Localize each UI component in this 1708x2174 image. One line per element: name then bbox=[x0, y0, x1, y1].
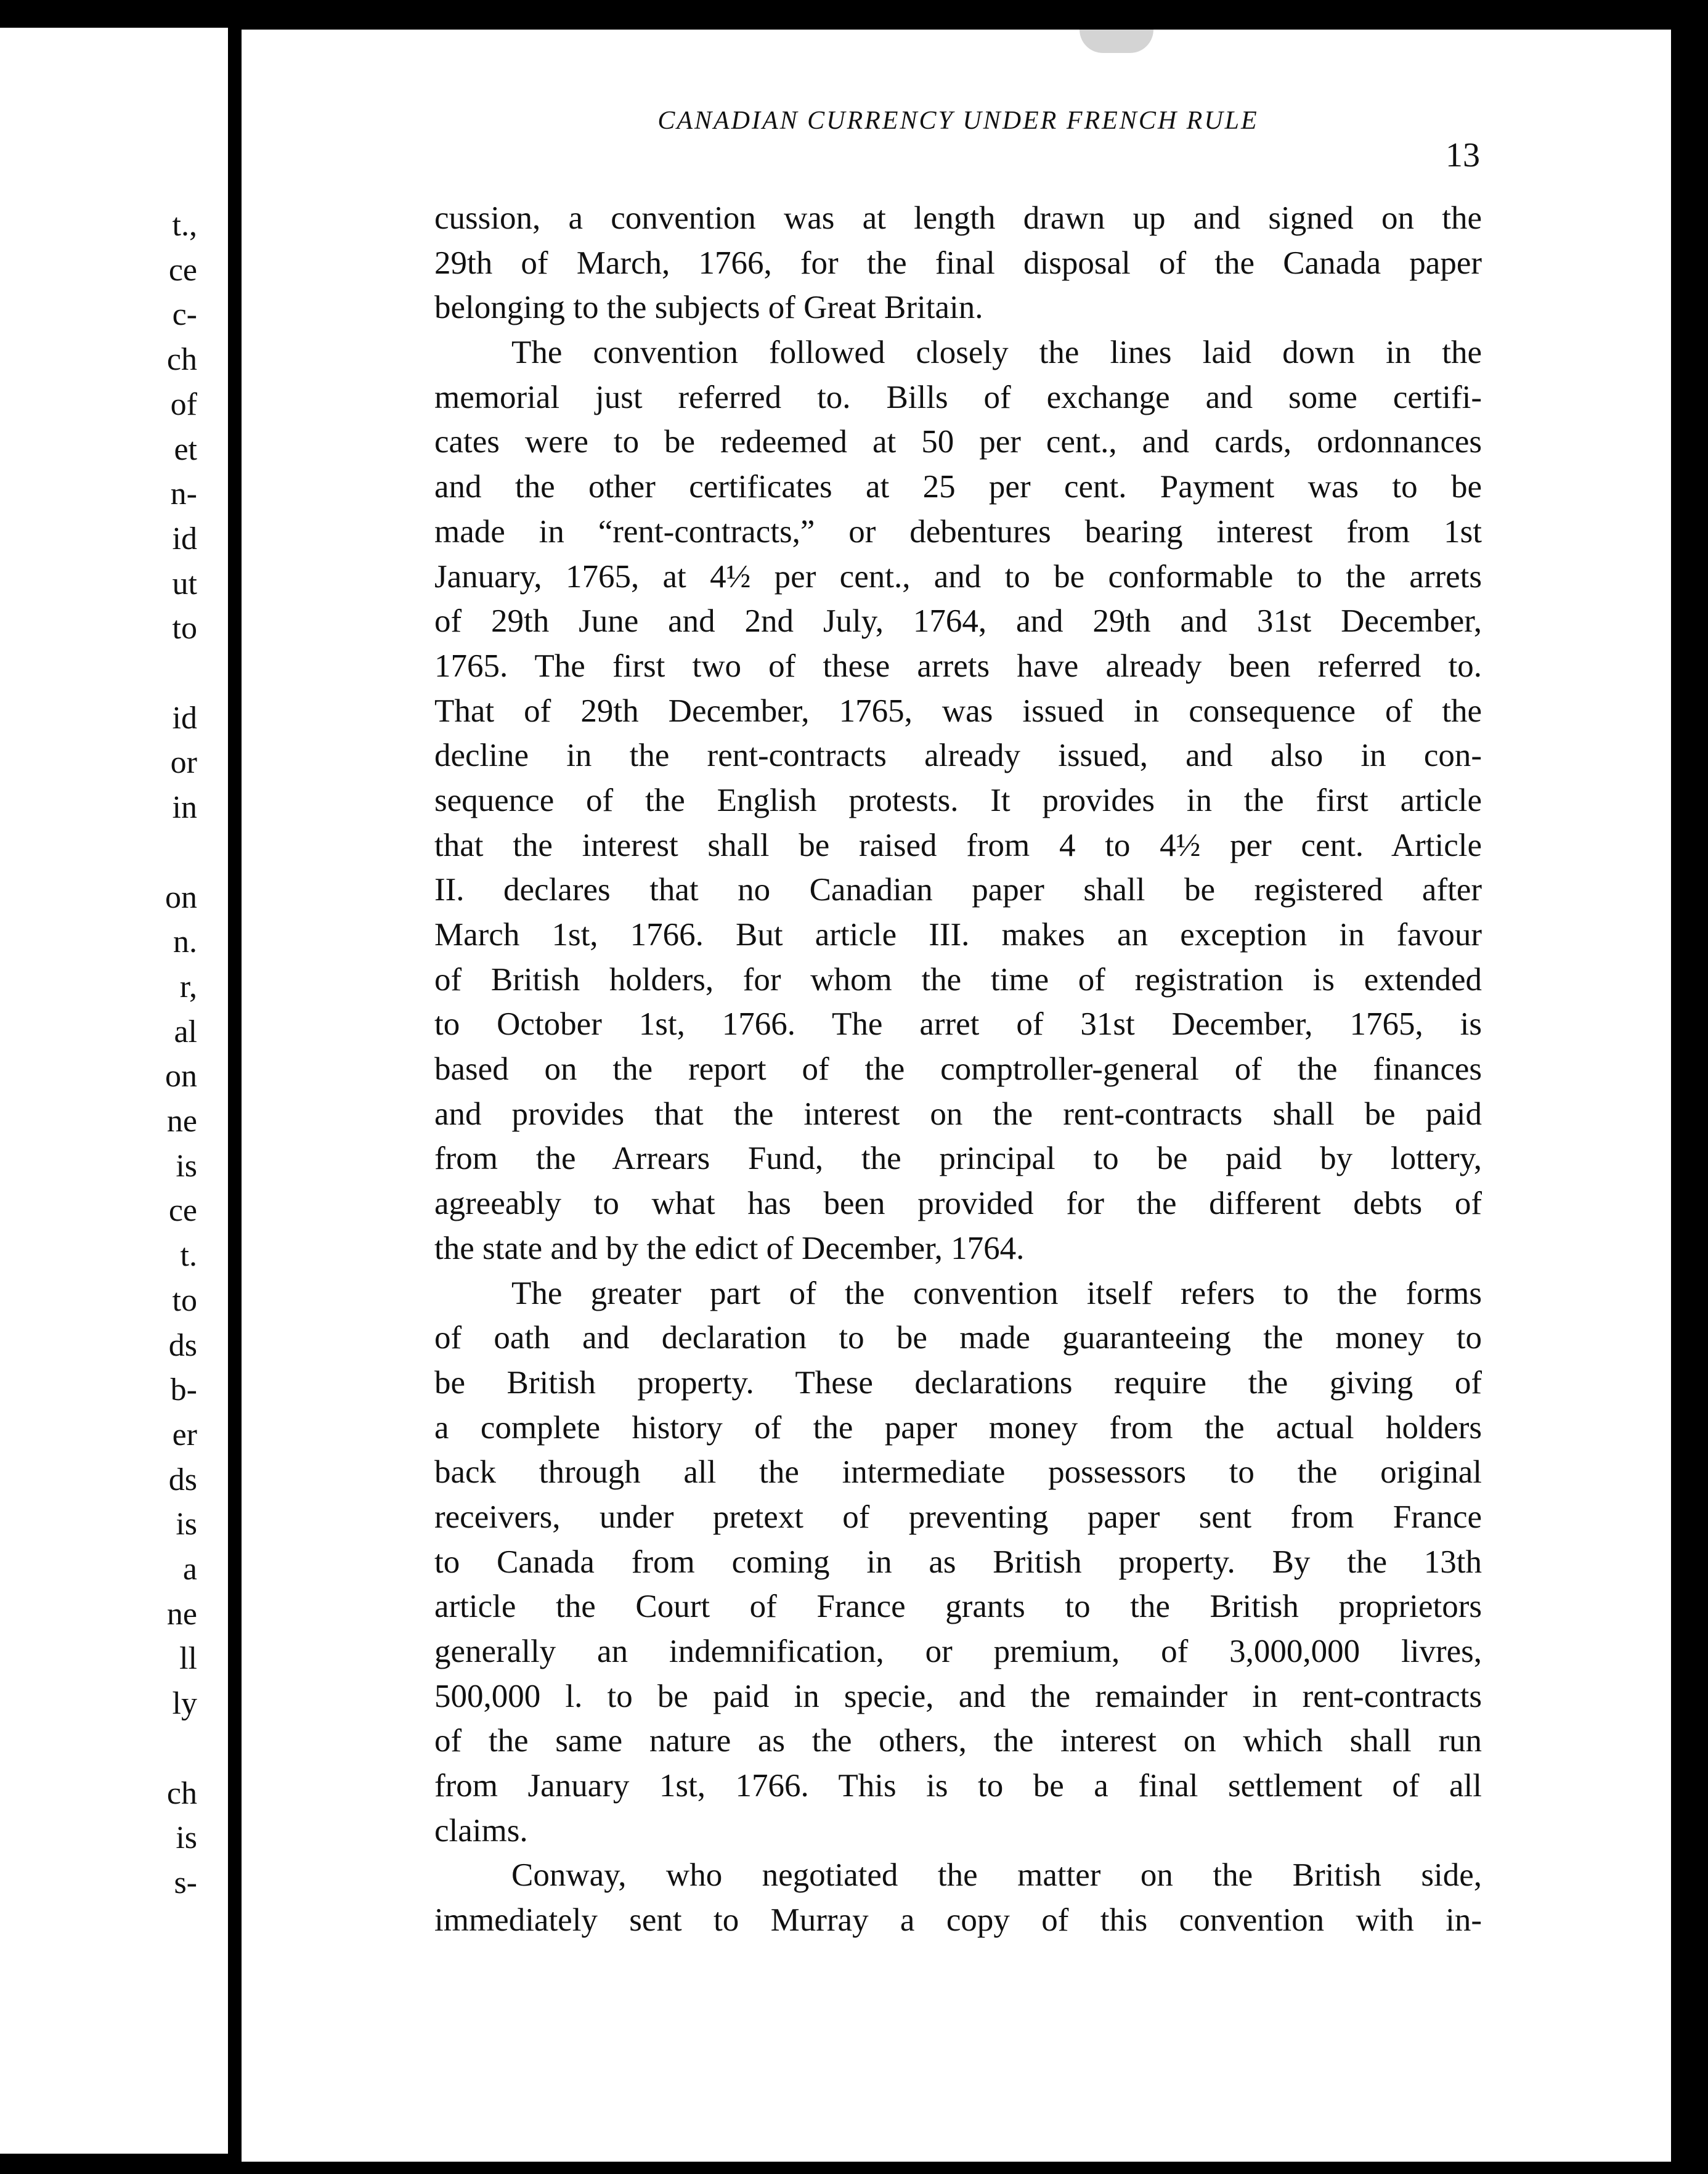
facing-page-fragment: id bbox=[172, 700, 197, 736]
facing-page-fragment: t., bbox=[172, 208, 197, 243]
scan-smudge bbox=[1080, 30, 1153, 53]
facing-page-fragment: ds bbox=[168, 1327, 197, 1363]
facing-page-fragment: ll bbox=[179, 1641, 197, 1677]
facing-page-fragment: is bbox=[176, 1148, 197, 1184]
facing-page-fragment: r, bbox=[179, 969, 197, 1004]
text-line: based on the report of the comptroller-general of the finances bbox=[434, 1051, 1482, 1088]
facing-page-fragment: ne bbox=[166, 1104, 197, 1139]
text-line: and provides that the interest on the rent-contracts shall be paid bbox=[434, 1096, 1482, 1132]
text-line: of the same nature as the others, the interest on which shall run bbox=[434, 1723, 1482, 1759]
facing-page-fragment: n. bbox=[173, 924, 197, 960]
facing-page-fragment: ne bbox=[166, 1596, 197, 1632]
facing-page-fragment: ce bbox=[168, 252, 197, 288]
text-line: to October 1st, 1766. The arret of 31st December, 1765, is bbox=[434, 1006, 1482, 1043]
text-line: 29th of March, 1766, for the final disposal of the Canada paper bbox=[434, 245, 1482, 281]
facing-page-fragment: to bbox=[172, 1282, 197, 1318]
text-line: The convention followed closely the lines laid down in the bbox=[511, 335, 1482, 371]
text-line: 500,000 l. to be paid in specie, and the remainder in rent-contracts bbox=[434, 1678, 1482, 1714]
text-line: from January 1st, 1766. This is to be a final settlement of all bbox=[434, 1768, 1482, 1804]
running-head: CANADIAN CURRENCY UNDER FRENCH RULE bbox=[657, 107, 1259, 135]
text-line: article the Court of France grants to the British proprietors bbox=[434, 1589, 1482, 1625]
text-line: generally an indemnification, or premium, of 3,000,000 livres, bbox=[434, 1634, 1482, 1669]
text-line: sequence of the English protests. It provides in the first article bbox=[434, 782, 1482, 818]
text-line: be British property. These declarations require the giving of bbox=[434, 1364, 1482, 1401]
facing-page-edge bbox=[0, 28, 228, 2154]
text-line: from the Arrears Fund, the principal to be paid by lottery, bbox=[434, 1141, 1482, 1177]
facing-page-fragment: ce bbox=[168, 1193, 197, 1229]
text-line: the state and by the edict of December, 1764. bbox=[434, 1230, 1025, 1266]
facing-page-fragment: er bbox=[172, 1417, 197, 1452]
text-line: immediately sent to Murray a copy of this convention with in- bbox=[434, 1902, 1482, 1939]
text-line: back through all the intermediate possessors to the original bbox=[434, 1454, 1482, 1491]
facing-page-fragment: al bbox=[174, 1014, 197, 1049]
facing-page-fragment: id bbox=[172, 521, 197, 556]
text-line: to Canada from coming in as British property. By the 13th bbox=[434, 1544, 1482, 1580]
text-line: cussion, a convention was at length drawn up and signed on the bbox=[434, 200, 1482, 236]
text-line: memorial just referred to. Bills of exchange and some certifi- bbox=[434, 379, 1482, 415]
facing-page-fragment: on bbox=[165, 879, 197, 915]
facing-page-fragment: is bbox=[176, 1507, 197, 1542]
facing-page-fragment: on bbox=[165, 1059, 197, 1094]
facing-page-fragment: is bbox=[176, 1820, 197, 1856]
facing-page-fragment: ch bbox=[166, 342, 197, 378]
facing-page-fragment: et bbox=[174, 431, 197, 467]
text-line: of British holders, for whom the time of registration is extended bbox=[434, 961, 1482, 998]
text-line: decline in the rent-contracts already issued, and also in con- bbox=[434, 738, 1482, 774]
facing-page-fragment: c- bbox=[172, 297, 197, 333]
text-line: 1765. The first two of these arrets have already been referred to. bbox=[434, 648, 1482, 684]
facing-page-fragment: ly bbox=[172, 1686, 197, 1722]
text-line: claims. bbox=[434, 1812, 528, 1849]
facing-page-fragment: b- bbox=[170, 1372, 197, 1408]
text-line: a complete history of the paper money from the actual holders bbox=[434, 1409, 1482, 1446]
facing-page-fragment: ds bbox=[168, 1462, 197, 1497]
text-line: and the other certificates at 25 per cent. Payment was to be bbox=[434, 469, 1482, 505]
facing-page-fragment: n- bbox=[170, 476, 197, 512]
text-line: agreeably to what has been provided for the different debts of bbox=[434, 1186, 1482, 1222]
facing-page-fragment: ch bbox=[166, 1775, 197, 1811]
facing-page-fragment: a bbox=[182, 1552, 197, 1587]
text-line: Conway, who negotiated the matter on the British side, bbox=[511, 1857, 1482, 1894]
text-line: of 29th June and 2nd July, 1764, and 29th and 31st December, bbox=[434, 603, 1482, 640]
text-line: made in “rent-contracts,” or debentures bearing interest from 1st bbox=[434, 513, 1482, 550]
body-text bbox=[434, 196, 1482, 1943]
text-line: January, 1765, at 4½ per cent., and to be conformable to the arrets bbox=[434, 558, 1482, 595]
text-line: of oath and declaration to be made guaranteeing the money to bbox=[434, 1320, 1482, 1356]
text-line: That of 29th December, 1765, was issued in consequence of the bbox=[434, 693, 1482, 729]
text-line: March 1st, 1766. But article III. makes an exception in favour bbox=[434, 917, 1482, 953]
facing-page-fragment: s- bbox=[174, 1865, 197, 1900]
text-line: belonging to the subjects of Great Britain. bbox=[434, 290, 983, 326]
text-line: that the interest shall be raised from 4 to 4½ per cent. Article bbox=[434, 827, 1482, 863]
facing-page-fragment: of bbox=[170, 386, 197, 422]
text-line: receivers, under pretext of preventing paper sent from France bbox=[434, 1499, 1482, 1535]
page-number: 13 bbox=[1446, 136, 1480, 174]
facing-page-fragment: to bbox=[172, 611, 197, 646]
facing-page-fragment: t. bbox=[180, 1238, 197, 1274]
text-line: II. declares that no Canadian paper shall be registered after bbox=[434, 872, 1482, 908]
text-line: The greater part of the convention itself refers to the forms bbox=[511, 1275, 1482, 1311]
facing-page-fragment: in bbox=[172, 790, 197, 826]
text-line: cates were to be redeemed at 50 per cent., and cards, ordonnances bbox=[434, 424, 1482, 460]
facing-page-fragment: ut bbox=[172, 566, 197, 601]
facing-page-fragment: or bbox=[170, 745, 197, 781]
